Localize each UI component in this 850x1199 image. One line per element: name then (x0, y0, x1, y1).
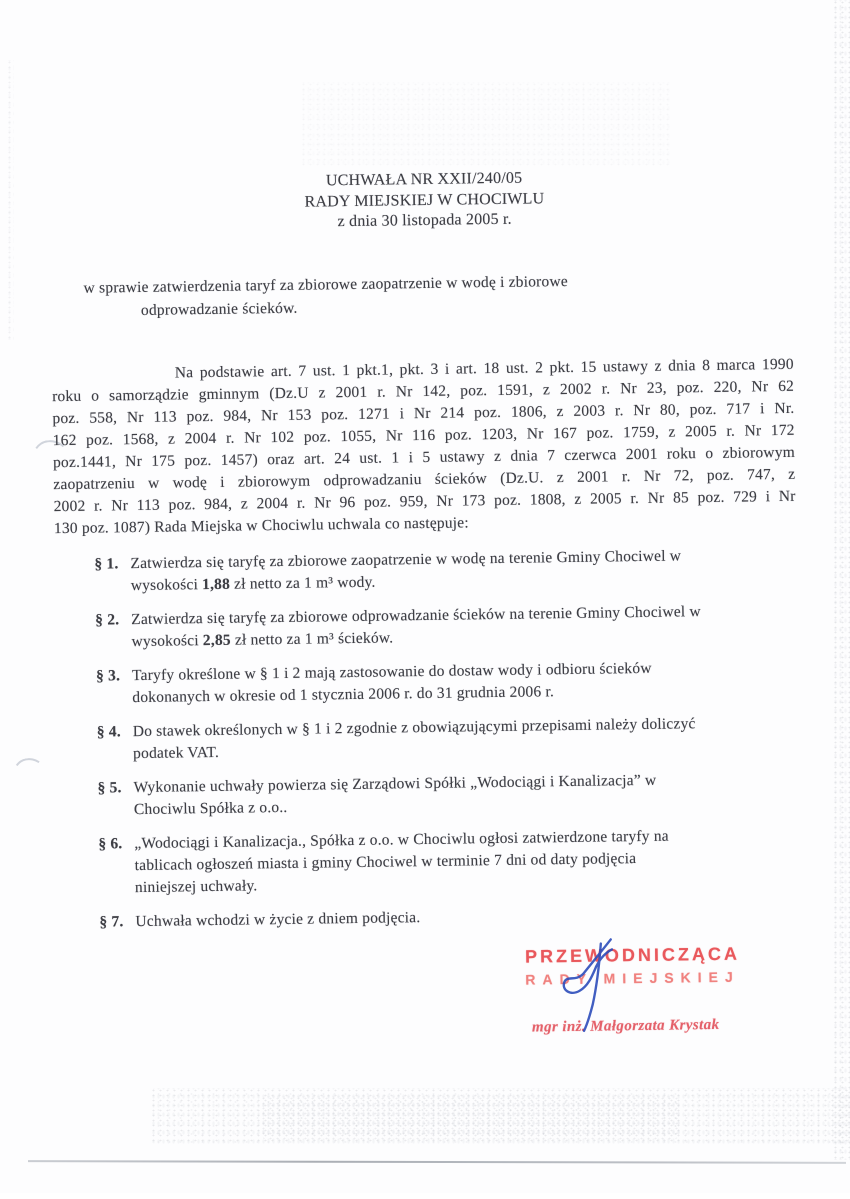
section-4 (97, 712, 798, 766)
section-5 (97, 768, 798, 822)
water-rate-value: 1,88 (201, 575, 231, 594)
document-title (224, 167, 625, 234)
document-subject (83, 269, 644, 323)
section-line: Do stawek określonych w § 1 i 2 zgodnie z obowiązującymi przepisami należy doliczyć (132, 715, 696, 741)
section-label: § 2. (95, 611, 120, 629)
section-label: § 4. (96, 723, 121, 741)
signer-name: mgr inż. Małgorzata Krystak (531, 1016, 720, 1036)
section-line: tablicach ogłoszeń miasta i gminy Chociwel w terminie 7 dni od daty podjęcia (134, 850, 637, 875)
section-6 (98, 824, 799, 900)
section-2 (95, 600, 796, 654)
section-line: Zatwierdza się taryfę za zbiorowe zaopatrzenie w wodę na terenie Gminy Chociwel w (130, 547, 682, 573)
subject-line: odprowadzanie ścieków. (140, 299, 298, 319)
section-7 (99, 902, 799, 934)
section-line: „Wodociągi i Kanalizacja., Spółka z o.o. w Chociwlu ogłosi zatwierdzone taryfy na (134, 827, 669, 853)
resolution-sections (94, 544, 799, 946)
preamble-line: zaopatrzeniu w wodę i zbiorowym odprowadzaniu ścieków (Dz.U. z 2001 r. Nr 72, poz. 747, z (53, 465, 796, 494)
section-line: podatek VAT. (132, 743, 220, 763)
subject-line: w sprawie zatwierdzenia taryf za zbiorowe zaopatrzenie w wodę i zbiorowe (83, 272, 569, 297)
legal-preamble (52, 354, 796, 540)
preamble-line: poz.1441, Nr 175 poz. 1457) oraz art. 24 ust. 1 i 5 ustawy z dnia 7 czerwca 2001 roku o zbiorowym (52, 443, 796, 472)
section-label: § 6. (98, 835, 123, 853)
section-label: § 5. (97, 779, 122, 797)
sewage-rate-value: 2,85 (202, 631, 231, 650)
section-label: § 1. (94, 555, 119, 573)
resolution-date: z dnia 30 listopada 2005 r. (337, 210, 512, 231)
section-line: niniejszej uchwały. (134, 877, 258, 897)
preamble-line: poz. 558, Nr 113 poz. 984, Nr 153 poz. 1271 i Nr 214 poz. 1806, z 2003 r. Nr 80, poz. 717 i Nr. (52, 399, 795, 428)
preamble-line: Na podstawie art. 7 ust. 1 pkt.1, pkt. 3 i art. 18 ust. 2 pkt. 15 ustawy z dnia 8 marca 1990 (174, 355, 794, 382)
signature-block (525, 943, 786, 1037)
rate-text-pre: wysokości (131, 632, 203, 651)
section-3 (96, 656, 797, 710)
section-1 (94, 544, 795, 598)
section-line: Uchwała wchodzi w życie z dniem podjęcia. (135, 909, 421, 931)
stamp-council-line: RADY MIEJSKIEJ (525, 968, 740, 988)
section-label: § 3. (95, 667, 121, 685)
section-line: Chociwlu Spółka z o.o.. (133, 798, 288, 819)
preamble-line: 2002 r. Nr 113 poz. 984, z 2004 r. Nr 96 poz. 959, Nr 173 poz. 1808, z 2005 r. Nr 85 poz. 729 i Nr (53, 487, 796, 516)
rate-text-post: zł netto za 1 m³ wody. (229, 573, 376, 593)
resolution-number: UCHWAŁA NR XXII/240/05 (325, 169, 523, 190)
rate-text-post: zł netto za 1 m³ ścieków. (230, 629, 394, 649)
rate-text-pre: wysokości (130, 576, 203, 595)
preamble-line: roku o samorządzie gminnym (Dz.U z 2001 r. Nr 142, poz. 1591, z 2002 r. Nr 23, poz. 220, Nr 62 (52, 377, 795, 406)
section-line: Zatwierdza się taryfę za zbiorowe odprowadzanie ścieków na terenie Gminy Chociwel w (131, 603, 701, 629)
section-line: Taryfy określone w § 1 i 2 mają zastosowanie do dostaw wody i odbioru ścieków (131, 659, 652, 685)
preamble-line: 162 poz. 1568, z 2004 r. Nr 102 poz. 1055, Nr 116 poz. 1203, Nr 167 poz. 1759, z 2005 r. Nr 172 (52, 421, 795, 450)
council-name: RADY MIEJSKIEJ W CHOCIWLU (304, 189, 545, 211)
section-label: § 7. (99, 913, 124, 931)
stamp-title-line: PRZEWODNICZĄCA (524, 943, 741, 967)
section-line: Wykonanie uchwały powierza się Zarządowi Spółki „Wodociągi i Kanalizacja” w (133, 771, 657, 797)
section-line: dokonanych w okresie od 1 stycznia 2006 r. do 31 grudnia 2006 r. (132, 683, 555, 707)
preamble-line: 130 poz. 1087) Rada Miejska w Chociwlu uchwala co następuje: (53, 514, 469, 538)
